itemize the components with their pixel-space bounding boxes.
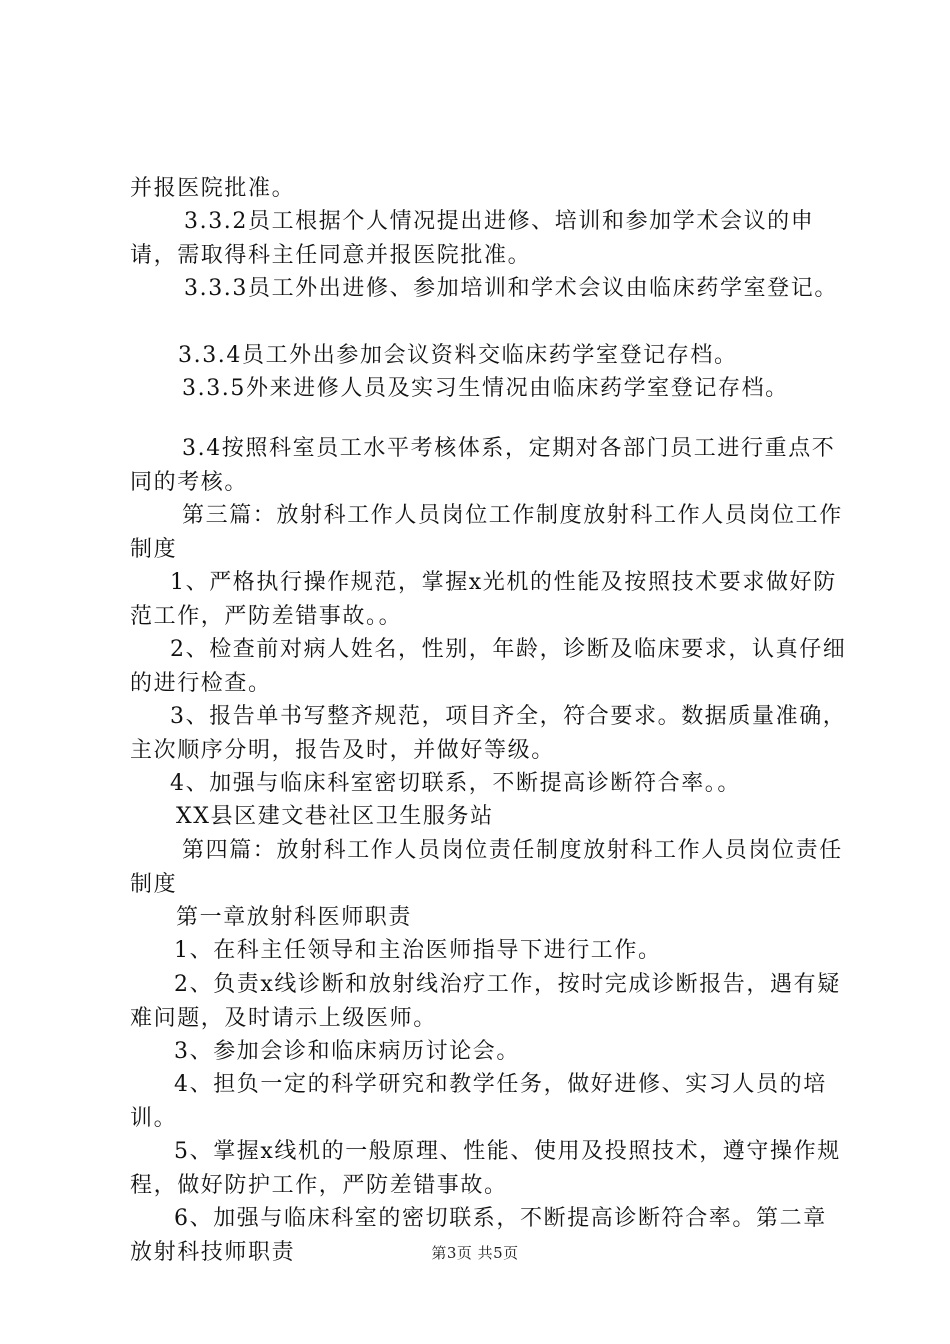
paragraph-14: 第一章放射科医师职责 <box>176 905 413 930</box>
paragraph-9: 2、检查前对病人姓名，性别，年龄，诊断及临床要求，认真仔细的进行检查。 <box>130 637 847 696</box>
paragraph-18: 4、担负一定的科学研究和教学任务，做好进修、实习人员的培训。 <box>130 1072 827 1131</box>
paragraph-13: 第四篇：放射科工作人员岗位责任制度放射科工作人员岗位责任制度 <box>130 838 843 897</box>
paragraph-11: 4、加强与临床科室密切联系，不断提高诊断符合率。。 <box>170 771 741 796</box>
paragraph-19: 5、掌握x线机的一般原理、性能、使用及投照技术，遵守操作规程，做好防护工作，严防差错事故。 <box>130 1139 841 1198</box>
paragraph-12: XX县区建文巷社区卫生服务站 <box>176 804 494 829</box>
paragraph-16: 2、负责x线诊断和放射线治疗工作，按时完成诊断报告，遇有疑难问题，及时请示上级医师。 <box>130 972 841 1031</box>
paragraph-5: 3.3.5外来进修人员及实习生情况由临床药学室登记存档。 <box>182 376 789 401</box>
paragraph-8: 1、严格执行操作规范，掌握x光机的性能及按照技术要求做好防范工作，严防差错事故。。 <box>130 570 837 629</box>
page-number-label: 第3页 共5页 <box>431 1244 519 1262</box>
paragraph-4: 3.3.4员工外出参加会议资料交临床药学室登记存档。 <box>178 343 738 368</box>
paragraph-10: 3、报告单书写整齐规范，项目齐全，符合要求。数据质量准确，主次顺序分明，报告及时，并做好等级。 <box>130 704 847 763</box>
paragraph-2: 3.3.2员工根据个人情况提出进修、培训和参加学术会议的申请，需取得科主任同意并报医院批准。 <box>130 209 815 268</box>
paragraph-20: 6、加强与临床科室的密切联系，不断提高诊断符合率。第二章放射科技师职责 <box>130 1206 827 1265</box>
paragraph-7: 第三篇：放射科工作人员岗位工作制度放射科工作人员岗位工作制度 <box>130 503 843 562</box>
paragraph-1: 并报医院批准。 <box>130 176 296 201</box>
paragraph-17: 3、参加会诊和临床病历讨论会。 <box>174 1039 520 1064</box>
paragraph-15: 1、在科主任领导和主治医师指导下进行工作。 <box>174 938 662 963</box>
page-footer <box>0 1242 950 1263</box>
paragraph-6: 3.4按照科室员工水平考核体系，定期对各部门员工进行重点不同的考核。 <box>130 436 836 495</box>
paragraph-3: 3.3.3员工外出进修、参加培训和学术会议由临床药学室登记。 <box>184 276 838 301</box>
